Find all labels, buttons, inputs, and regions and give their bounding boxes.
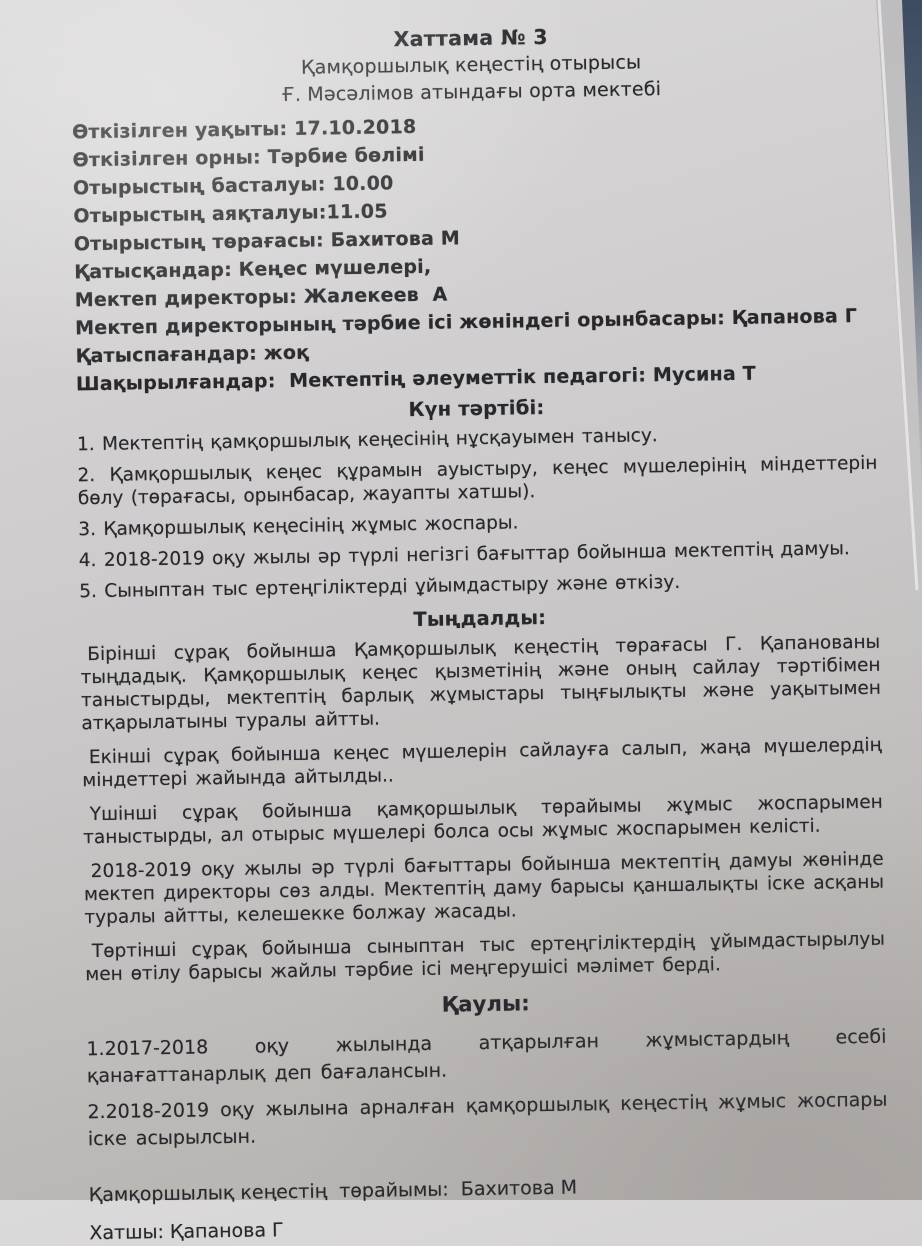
resolution-item: 1.2017-2018 оқу жылында атқарылған жұмыстардың есебі қанағаттанарлық деп бағалансын. (86, 1025, 887, 1088)
document-page (70, 18, 889, 1246)
signatures-section (89, 1171, 890, 1246)
heard-paragraph: Бірінші сұрақ бойынша Қамқоршылық кеңестің төрағасы Г. Қапанованы тыңдадық. Қамқоршылық кеңес қызметінің және оның сайлау тәртібімен таныстырды, мектептің барлық жұмыстары тыңғылықты және уақытымен атқарылатыны туралы айтты. (80, 631, 882, 735)
agenda-item: 5. Сыныптан тыс ертеңгіліктерді ұйымдастыру және өткізу. (79, 571, 681, 603)
document-title: Хаттама № 3 (393, 24, 549, 52)
meta-line-chair: Отырыстың төрағасы: Бахитова М (73, 227, 461, 256)
heard-paragraph: Төртінші сұрақ бойынша сыныптан тыс ертеңгіліктердің ұйымдастырылуы мен өтілу барысы жайлы тәрбие ісі меңгерушісі мәлімет берді. (85, 928, 886, 986)
agenda-item: 4. 2018-2019 оқу жылы әр түрлі негізгі бағыттар бойынша мектептің дамуы. (78, 538, 850, 572)
meta-line-place: Өткізілген орны: Тәрбие бөлімі (72, 143, 425, 172)
resolution-heading: Қаулы: (441, 991, 531, 1017)
agenda-item: 2. Қамқоршылық кеңес құрамын ауыстыру, кеңес мүшелерінің міндеттерін бөлу (төрағасы, орынбасар, жауапты хатшы). (77, 452, 878, 510)
signature-chairwoman: Қамқоршылық кеңестің төрайымы: Бахитова М (88, 1176, 578, 1207)
meta-line-end: Отырыстың аяқталуы:11.05 (73, 200, 388, 228)
signature-secretary: Хатшы: Қапанова Г (89, 1219, 284, 1245)
agenda-item: 3. Қамқоршылық кеңесінің жұмыс жоспары. (78, 512, 519, 541)
heard-paragraph: Екінші сұрақ бойынша кеңес мүшелерін сайлауға салып, жаңа мүшелердің міндеттері жайында айтылды.. (82, 734, 882, 792)
meta-line-invited: Шақырылғандар: Мектептің әлеуметтік педагогі: Мусина Т (75, 362, 757, 396)
resolution-section (86, 1024, 888, 1154)
meta-line-time: Өткізілген уақыты: 17.10.2018 (71, 115, 417, 144)
agenda-list (77, 421, 880, 604)
meta-line-attendees: Қатысқандар: Кеңес мүшелері, (74, 255, 432, 284)
document-subtitle-school: Ғ. Мәсәлімов атындағы орта мектебі (281, 78, 662, 107)
agenda-item: 1. Мектептің қамқоршылық кеңесінің нұсқауымен танысу. (76, 425, 658, 456)
agenda-heading: Күн тәртібі: (408, 395, 545, 422)
meta-line-start: Отырыстың басталуы: 10.00 (72, 172, 394, 200)
heard-paragraph: 2018-2019 оқу жылы әр түрлі бағыттары бойынша мектептің дамуы жөнінде мектеп директоры сөз алды. Мектептің даму барысы қаншалықты іске асқаны туралы айтты, келешекке болжау жасады. (83, 848, 885, 929)
meta-section (72, 106, 876, 399)
document-subtitle-session: Қамқоршылық кеңестің отырысы (300, 51, 642, 79)
resolution-item: 2.2018-2019 оқу жылына арналған қамқоршылық кеңестің жұмыс жоспары іске асырылсын. (87, 1088, 888, 1151)
heard-paragraph: Үшінші сұрақ бойынша қамқоршылық төрайымы жұмыс жоспарымен таныстырды, ал отырыс мүшелері болса осы жұмыс жоспарымен келісті. (83, 791, 883, 849)
heard-section (80, 631, 885, 987)
heard-heading: Тыңдалды: (413, 605, 547, 632)
meta-line-absent: Қатыспағандар: жоқ (75, 341, 310, 368)
meta-line-deputy: Мектеп директорының тәрбие ісі жөніндегі орынбасары: Қапанова Г (75, 305, 858, 340)
meta-line-director: Мектеп директоры: Жалекеев А (74, 283, 448, 312)
